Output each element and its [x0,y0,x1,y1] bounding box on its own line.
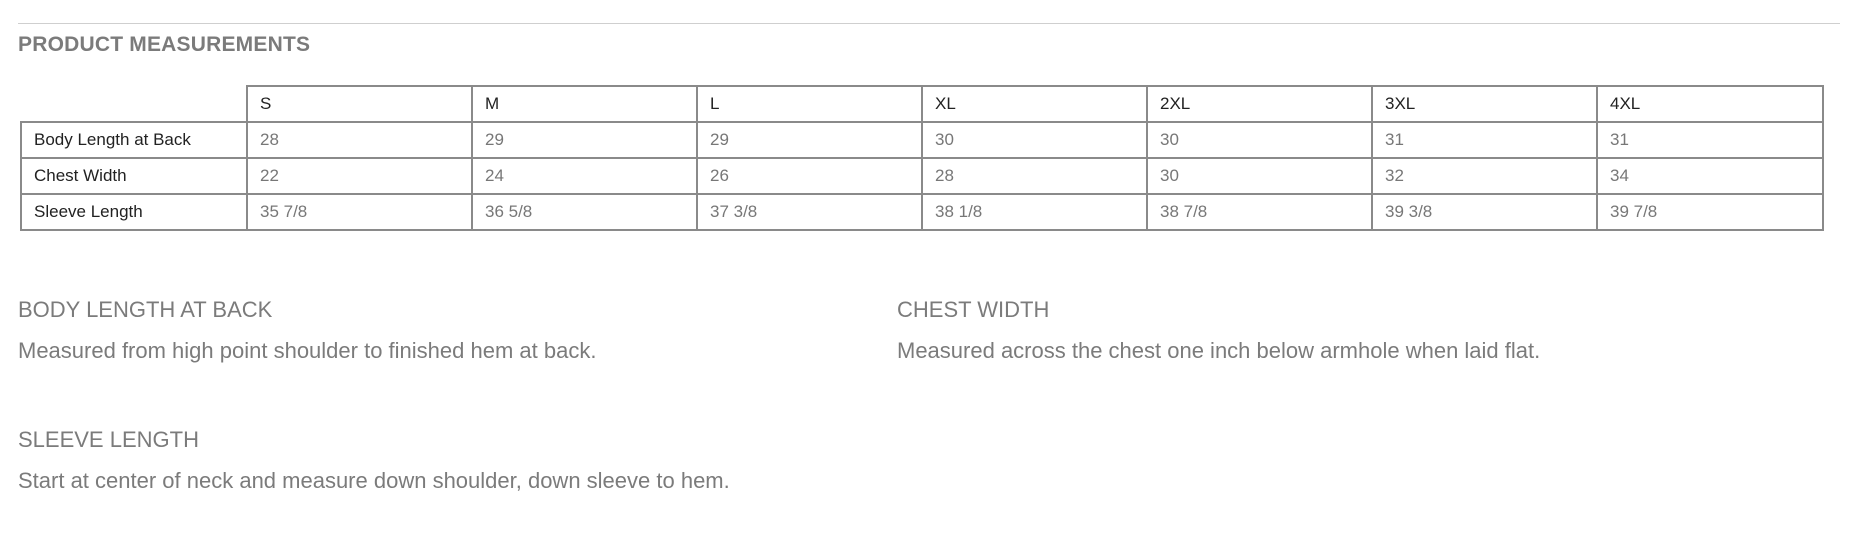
sleeve-length-definition [18,427,730,494]
table-cell: 22 [247,158,472,194]
table-cell: 39 7/8 [1597,194,1823,230]
body-length-definition [18,297,596,364]
definition-text: Measured from high point shoulder to finished hem at back. [18,338,597,363]
table-cell: 28 [922,158,1147,194]
table-cell: 30 [1147,158,1372,194]
table-cell: 38 1/8 [922,194,1147,230]
table-cell: 35 7/8 [247,194,472,230]
table-cell: 26 [697,158,922,194]
table-row [21,158,1823,194]
table-cell: 24 [472,158,697,194]
definition-title: SLEEVE LENGTH [18,427,199,452]
row-label: Body Length at Back [21,122,247,158]
table-cell: 36 5/8 [472,194,697,230]
definition-title: BODY LENGTH AT BACK [18,297,273,322]
table-cell: 28 [247,122,472,158]
row-label: Chest Width [21,158,247,194]
table-cell: 37 3/8 [697,194,922,230]
row-label: Sleeve Length [21,194,247,230]
table-cell: 31 [1372,122,1597,158]
size-header: 3XL [1372,86,1597,122]
table-cell: 31 [1597,122,1823,158]
measurements-table [20,85,1824,231]
table-cell: 38 7/8 [1147,194,1372,230]
size-header: S [247,86,472,122]
table-cell: 29 [472,122,697,158]
table-cell: 30 [922,122,1147,158]
table-row [21,122,1823,158]
table-header-row [21,86,1823,122]
table-cell: 30 [1147,122,1372,158]
table-row [21,194,1823,230]
table-corner-cell [21,86,247,122]
size-header: M [472,86,697,122]
table-cell: 39 3/8 [1372,194,1597,230]
size-header: 2XL [1147,86,1372,122]
size-header: 4XL [1597,86,1823,122]
section-title: PRODUCT MEASUREMENTS [18,33,311,56]
size-header: XL [922,86,1147,122]
chest-width-definition [897,297,1540,364]
definition-title: CHEST WIDTH [897,297,1050,322]
top-divider [18,23,1840,24]
table-cell: 29 [697,122,922,158]
table-cell: 34 [1597,158,1823,194]
definition-text: Measured across the chest one inch below armhole when laid flat. [897,338,1541,363]
definition-text: Start at center of neck and measure down shoulder, down sleeve to hem. [18,468,730,493]
size-header: L [697,86,922,122]
table-cell: 32 [1372,158,1597,194]
